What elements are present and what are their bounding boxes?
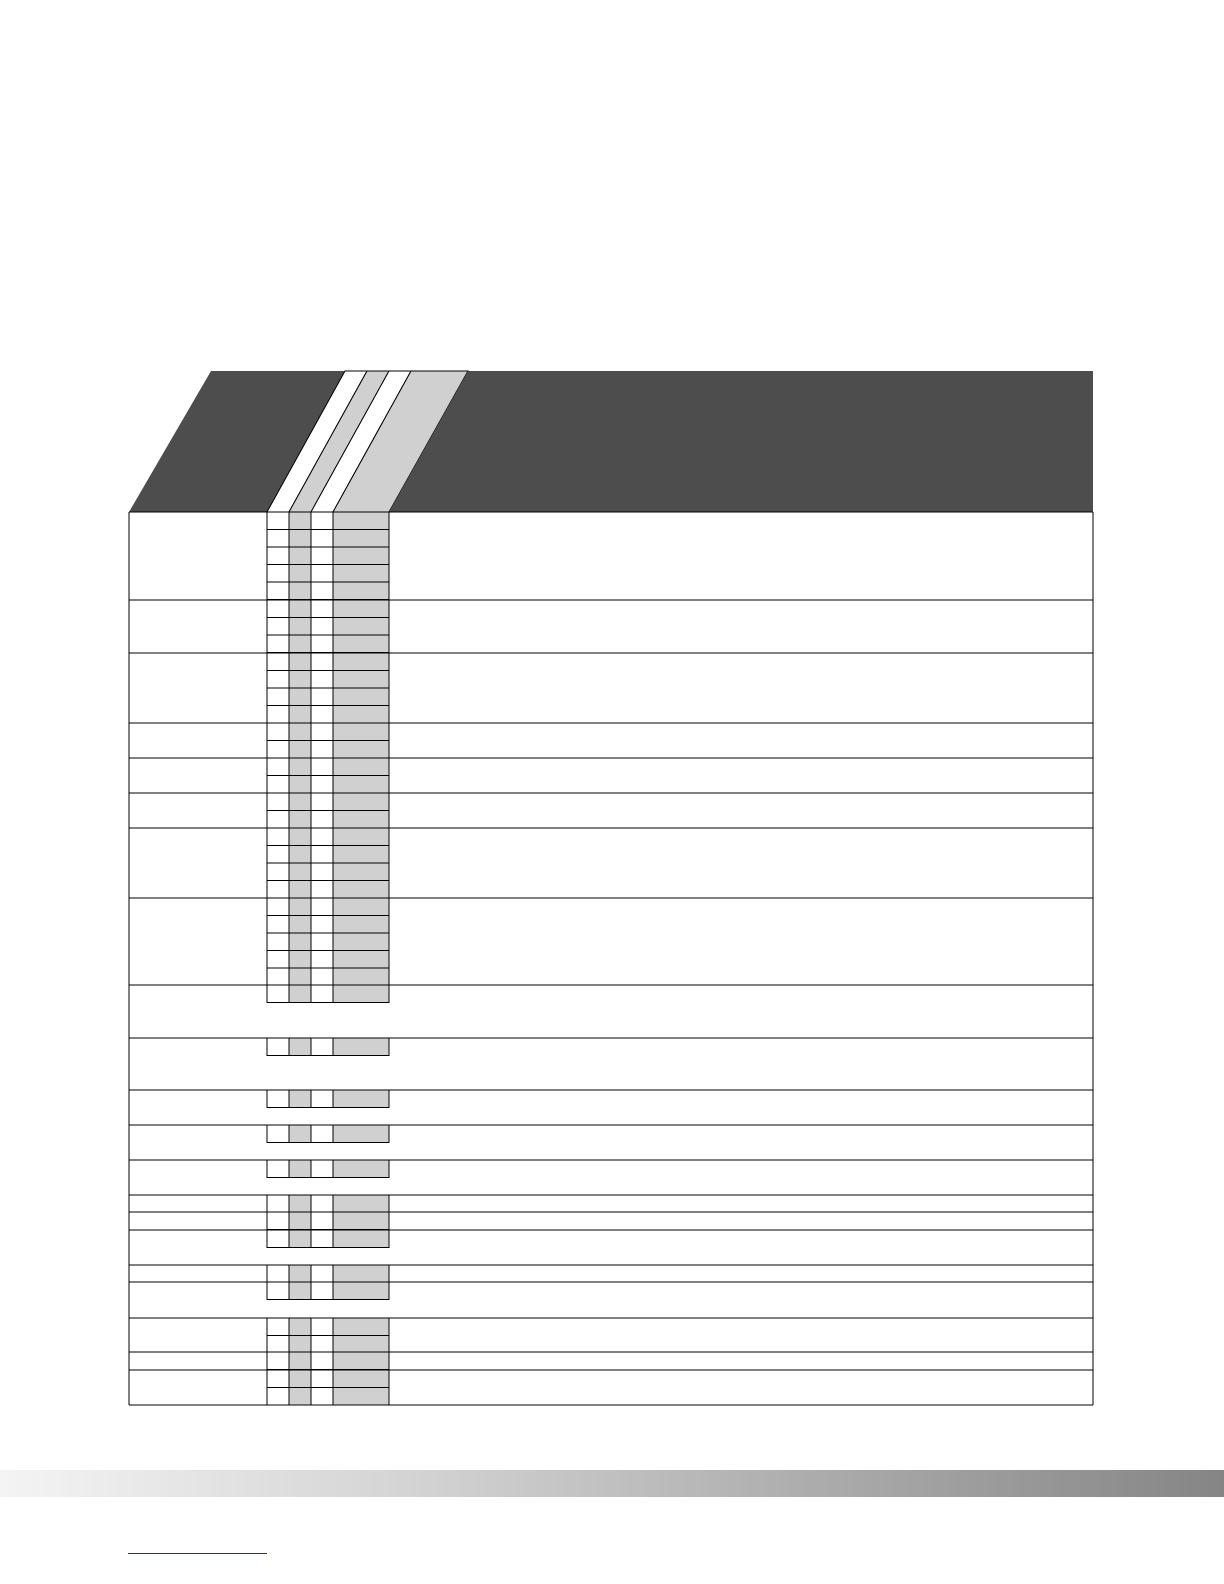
checkbox-cell-wide — [333, 776, 389, 794]
checkbox-cell — [267, 933, 289, 951]
checkbox-cell — [267, 793, 289, 811]
checkbox-cell — [311, 933, 333, 951]
checkbox-cell — [311, 916, 333, 934]
checkbox-cell — [311, 968, 333, 986]
checkbox-cell — [267, 758, 289, 776]
checkbox-cell-wide — [333, 618, 389, 636]
checkbox-cell — [311, 881, 333, 899]
checkbox-cell-wide — [333, 1125, 389, 1143]
checkbox-cell — [267, 1388, 289, 1406]
checkbox-cell — [267, 530, 289, 548]
checkbox-cell-shaded — [289, 547, 311, 565]
checkbox-cell — [311, 671, 333, 689]
checkbox-cell — [267, 671, 289, 689]
footer-gradient-bar — [0, 1470, 1224, 1497]
checkbox-cell-shaded — [289, 1230, 311, 1248]
checkbox-cell-shaded — [289, 618, 311, 636]
checkbox-cell-shaded — [289, 951, 311, 969]
checkbox-cell-shaded — [289, 846, 311, 864]
checkbox-cell-wide — [333, 723, 389, 741]
checkbox-cell — [311, 863, 333, 881]
checkbox-cell-wide — [333, 1212, 389, 1230]
checkbox-cell-wide — [333, 600, 389, 618]
checkbox-cell — [267, 916, 289, 934]
checkbox-cell-shaded — [289, 898, 311, 916]
checkbox-cell-wide — [333, 985, 389, 1003]
checkbox-cell — [267, 1370, 289, 1388]
checkbox-cell-wide — [333, 1090, 389, 1108]
checkbox-cell — [311, 1318, 333, 1336]
checkbox-cell — [267, 1125, 289, 1143]
checkbox-cell-wide — [333, 1318, 389, 1336]
checkbox-cell-shaded — [289, 512, 311, 530]
checkbox-cell — [311, 776, 333, 794]
checkbox-cell-wide — [333, 968, 389, 986]
checkbox-cell-shaded — [289, 1370, 311, 1388]
checkbox-cell — [311, 828, 333, 846]
checkbox-cell — [267, 846, 289, 864]
checkbox-cell — [311, 1125, 333, 1143]
checkbox-cell — [267, 688, 289, 706]
checkbox-cell-shaded — [289, 741, 311, 759]
checkbox-cell — [267, 951, 289, 969]
checkbox-cell-wide — [333, 547, 389, 565]
checkbox-cell-shaded — [289, 1090, 311, 1108]
checkbox-cell-wide — [333, 758, 389, 776]
checkbox-cell-wide — [333, 1160, 389, 1178]
checkbox-cell — [267, 635, 289, 653]
checkbox-cell-shaded — [289, 758, 311, 776]
checkbox-cell — [311, 1265, 333, 1283]
checkbox-cell-wide — [333, 1282, 389, 1300]
checkbox-cell — [267, 618, 289, 636]
checkbox-cell — [311, 1336, 333, 1354]
checkbox-cell — [311, 565, 333, 583]
checkbox-cell — [311, 985, 333, 1003]
checkbox-cell — [267, 723, 289, 741]
checkbox-cell — [267, 582, 289, 600]
checkbox-cell — [311, 618, 333, 636]
checkbox-cell-shaded — [289, 1282, 311, 1300]
checkbox-cell-shaded — [289, 706, 311, 724]
checkbox-cell-wide — [333, 1230, 389, 1248]
checkbox-cell — [267, 547, 289, 565]
checkbox-cell-shaded — [289, 968, 311, 986]
checkbox-cell-wide — [333, 881, 389, 899]
checkbox-cell-wide — [333, 1195, 389, 1213]
checkbox-cell-shaded — [289, 1195, 311, 1213]
checkbox-cell — [267, 968, 289, 986]
checkbox-cell — [267, 828, 289, 846]
checkbox-cell — [267, 1265, 289, 1283]
checkbox-cell-wide — [333, 863, 389, 881]
checkbox-cell — [267, 863, 289, 881]
checkbox-cell-wide — [333, 1370, 389, 1388]
checkbox-cell — [267, 1090, 289, 1108]
checkbox-cell — [311, 1195, 333, 1213]
checkbox-cell — [267, 1212, 289, 1230]
checkbox-cell — [311, 1282, 333, 1300]
checkbox-cell-shaded — [289, 1125, 311, 1143]
checkbox-cell-wide — [333, 1336, 389, 1354]
checkbox-cell-wide — [333, 706, 389, 724]
checkbox-cell-shaded — [289, 530, 311, 548]
checkbox-cell-shaded — [289, 1336, 311, 1354]
checkbox-cell-wide — [333, 688, 389, 706]
checkbox-cell — [267, 985, 289, 1003]
checkbox-cell-wide — [333, 741, 389, 759]
checkbox-cell-wide — [333, 951, 389, 969]
checkbox-cell — [311, 898, 333, 916]
checkbox-cell-wide — [333, 1265, 389, 1283]
checkbox-cell — [311, 811, 333, 829]
checkbox-cell-wide — [333, 916, 389, 934]
checkbox-cell — [267, 1282, 289, 1300]
checkbox-cell-shaded — [289, 793, 311, 811]
checkbox-cell — [311, 1388, 333, 1406]
checkbox-cell — [311, 1212, 333, 1230]
checkbox-cell — [267, 811, 289, 829]
checkbox-cell — [267, 1318, 289, 1336]
checkbox-cell-shaded — [289, 828, 311, 846]
checkbox-cell-shaded — [289, 635, 311, 653]
checkbox-cell — [267, 706, 289, 724]
checkbox-cell — [267, 881, 289, 899]
checkbox-cell — [311, 846, 333, 864]
checkbox-cell-wide — [333, 653, 389, 671]
checkbox-cell — [311, 1230, 333, 1248]
checkbox-cell-shaded — [289, 933, 311, 951]
checkbox-cell-shaded — [289, 916, 311, 934]
checkbox-cell-shaded — [289, 985, 311, 1003]
checkbox-cell — [267, 1038, 289, 1056]
checkbox-cell-shaded — [289, 723, 311, 741]
checkbox-cell — [311, 951, 333, 969]
checkbox-cell — [267, 741, 289, 759]
checkbox-cell-shaded — [289, 1265, 311, 1283]
checkbox-cell — [311, 1370, 333, 1388]
checkbox-cell-shaded — [289, 776, 311, 794]
checkbox-cell-wide — [333, 811, 389, 829]
checkbox-cell — [311, 706, 333, 724]
checkbox-cell — [311, 1038, 333, 1056]
checkbox-cell — [267, 1352, 289, 1370]
checkbox-cell-shaded — [289, 671, 311, 689]
checkbox-cell-wide — [333, 933, 389, 951]
checkbox-cell — [311, 600, 333, 618]
checkbox-cell-wide — [333, 828, 389, 846]
checkbox-cell-wide — [333, 1388, 389, 1406]
checkbox-cell — [267, 512, 289, 530]
checkbox-cell — [267, 898, 289, 916]
checkbox-cell — [267, 1160, 289, 1178]
checkbox-cell-wide — [333, 565, 389, 583]
checkbox-cell-shaded — [289, 600, 311, 618]
checkbox-cell-wide — [333, 1352, 389, 1370]
checkbox-cell-wide — [333, 635, 389, 653]
checkbox-cell-wide — [333, 530, 389, 548]
checkbox-cell — [311, 530, 333, 548]
checkbox-cell-shaded — [289, 565, 311, 583]
checkbox-cell-wide — [333, 671, 389, 689]
checkbox-cell — [267, 776, 289, 794]
checkbox-cell-shaded — [289, 1038, 311, 1056]
checkbox-cell — [311, 741, 333, 759]
checkbox-cell — [267, 653, 289, 671]
checkbox-cell-wide — [333, 793, 389, 811]
checkbox-cell-wide — [333, 1038, 389, 1056]
checkbox-cell-shaded — [289, 1318, 311, 1336]
checkbox-cell-shaded — [289, 582, 311, 600]
checkbox-cell — [267, 1195, 289, 1213]
checkbox-cell — [267, 565, 289, 583]
checkbox-cell-shaded — [289, 1352, 311, 1370]
checkbox-cell — [311, 512, 333, 530]
checkbox-cell-shaded — [289, 688, 311, 706]
checkbox-cell-shaded — [289, 1212, 311, 1230]
checkbox-cell — [311, 1352, 333, 1370]
checkbox-cell-shaded — [289, 863, 311, 881]
checkbox-cell — [267, 1230, 289, 1248]
checkbox-cell — [311, 582, 333, 600]
checkbox-cell-shaded — [289, 653, 311, 671]
checkbox-cell — [311, 635, 333, 653]
checkbox-cell-wide — [333, 898, 389, 916]
checkbox-cell — [311, 1090, 333, 1108]
checkbox-cell — [311, 547, 333, 565]
checkbox-cell-shaded — [289, 1160, 311, 1178]
checkbox-cell — [267, 1336, 289, 1354]
checkbox-cell-wide — [333, 512, 389, 530]
checkbox-cell — [311, 1160, 333, 1178]
checkbox-cell — [311, 723, 333, 741]
checkbox-cell-wide — [333, 846, 389, 864]
footer-link-underline — [128, 1553, 267, 1554]
checkbox-cell-shaded — [289, 1388, 311, 1406]
checkbox-cell — [311, 653, 333, 671]
checkbox-cell — [311, 688, 333, 706]
checkbox-cell — [267, 600, 289, 618]
checkbox-cell — [311, 793, 333, 811]
checkbox-cell-wide — [333, 582, 389, 600]
checkbox-cell-shaded — [289, 811, 311, 829]
checkbox-cell — [311, 758, 333, 776]
checkbox-cell-shaded — [289, 881, 311, 899]
